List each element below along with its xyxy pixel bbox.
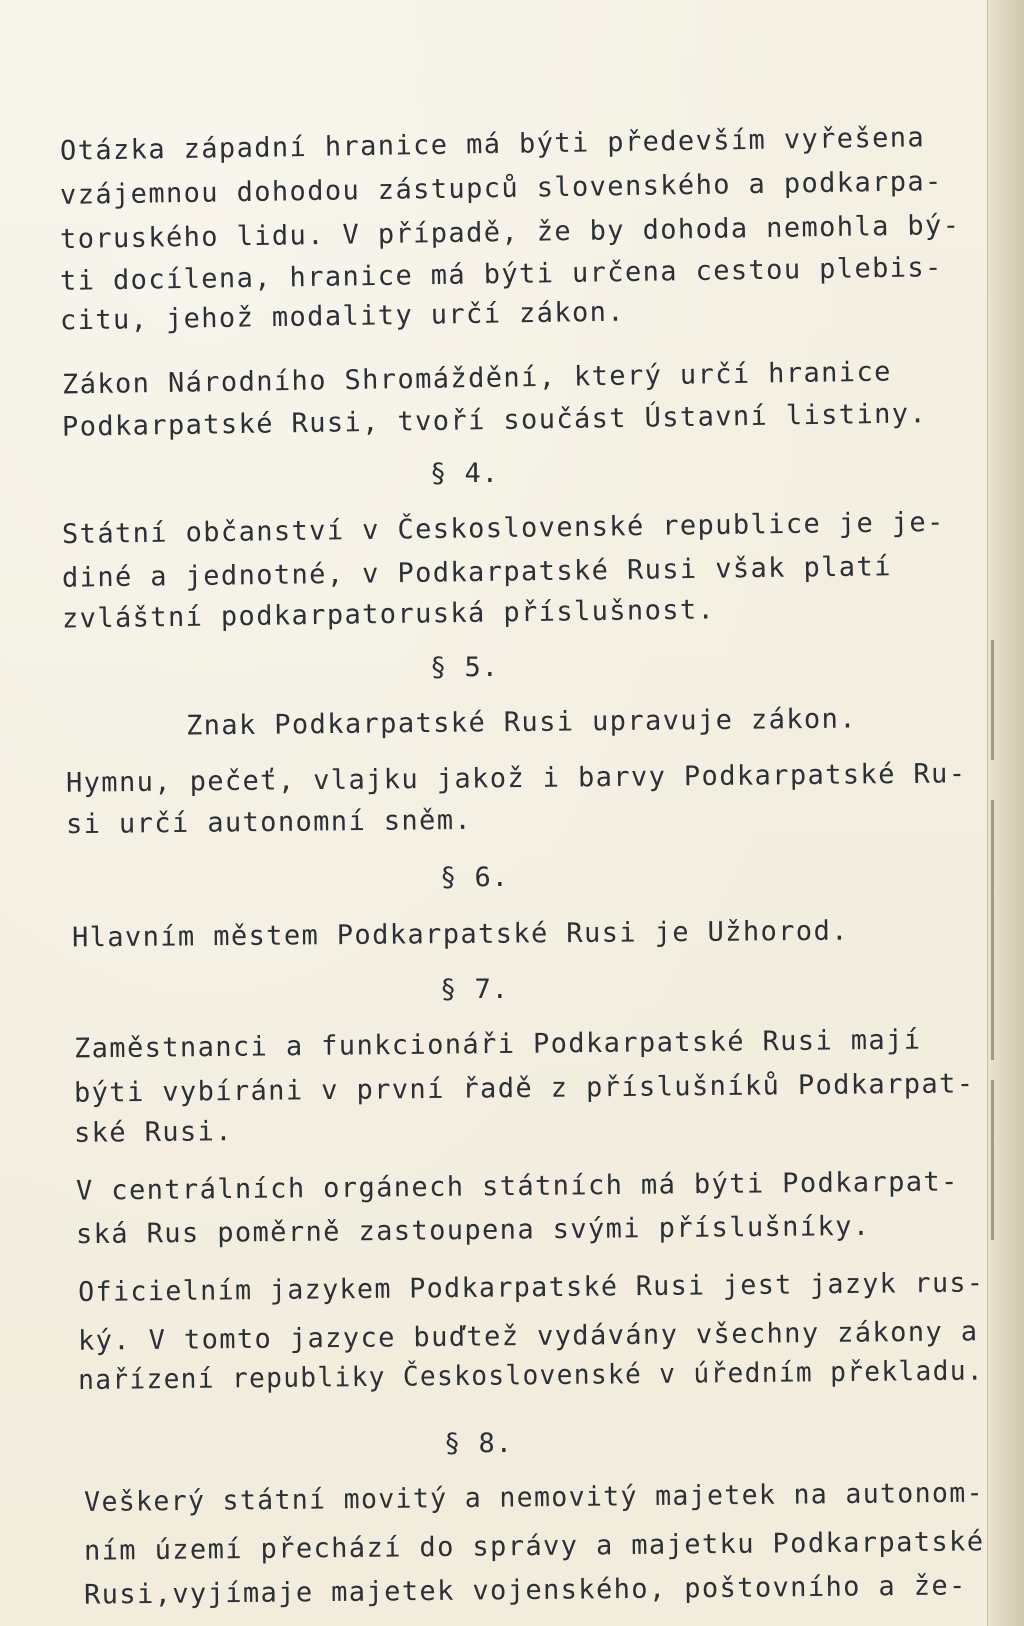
text-line: Státní občanství v Československé republice je je- [61,506,945,551]
text-line: si určí autonomní sněm. [65,804,473,841]
text-line: V centrálních orgánech státních má býti Podkarpat- [75,1166,959,1207]
text-line: Otázka západní hranice má býti především vyřešena [59,122,926,167]
text-line: ské Rusi. [73,1116,234,1149]
section-heading: § 5. [430,652,500,683]
text-line: Zákon Národního Shromáždění, který určí hranice [61,356,892,401]
text-line: Zaměstnanci a funkcionáři Podkarpatské Rusi mají [73,1024,922,1065]
text-line: toruského lidu. V případě, že by dohoda nemohla bý- [59,209,961,256]
text-line: citu, jehož modality určí zákon. [59,296,626,337]
text-line: vzájemnou dohodou zástupců slovenského a podkarpa- [59,166,943,211]
text-line: Hlavním městem Podkarpatské Rusi je Užhorod. [71,915,849,954]
text-line: Znak Podkarpatské Rusi upravuje zákon. [185,703,858,742]
text-line: nařízení republiky Československé v úředním překladu. [78,1355,985,1396]
text-line: ti docílena, hranice má býti určena cestou plebis- [59,252,943,297]
text-line: Hymnu, pečeť, vlajku jakož i barvy Podkarpatské Ru- [65,758,967,799]
text-line: ním území přechází do správy a majetku Podkarpatské [83,1526,985,1567]
section-heading: § 4. [430,458,500,489]
text-line: Rusi,vyjímaje majetek vojenského, poštovního a že- [83,1570,967,1611]
text-line: diné a jednotné, v Podkarpatské Rusi však platí [61,551,892,594]
text-line: Veškerý státní movitý a nemovitý majetek na autonom- [84,1477,985,1518]
edge-mark [991,800,994,1060]
text-line: Oficielním jazykem Podkarpatské Rusi jest jazyk rus- [78,1267,985,1308]
section-heading: § 6. [440,862,510,893]
edge-mark [991,1080,994,1240]
text-line: zvláštní podkarpatoruská příslušnost. [61,594,716,635]
text-line: Podkarpatské Rusi, tvoří součást Ústavní listiny. [61,398,928,443]
text-line: ská Rus poměrně zastoupena svými příslušníky. [75,1210,871,1251]
edge-mark [991,640,994,760]
text-line: ký. V tomto jazyce buďtež vydávány všechny zákony a [77,1316,979,1357]
text-line: býti vybíráni v první řadě z příslušníků Podkarpat- [73,1068,975,1109]
section-heading: § 8. [444,1428,514,1459]
section-heading: § 7. [440,974,510,1005]
